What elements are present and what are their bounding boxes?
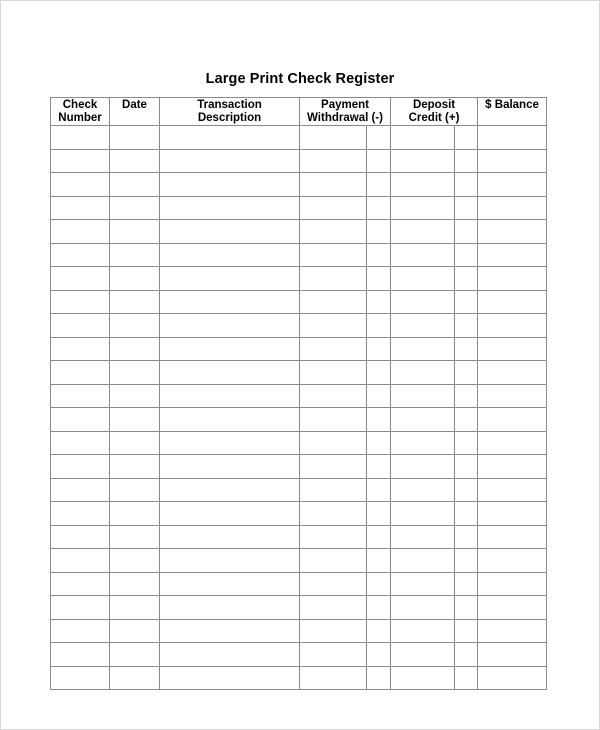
withdrawal-dollars-cell[interactable] bbox=[300, 314, 367, 338]
table-row bbox=[51, 643, 547, 667]
table-row bbox=[51, 196, 547, 220]
date-cell[interactable] bbox=[110, 149, 160, 173]
withdrawal-dollars-cell[interactable] bbox=[300, 478, 367, 502]
date-cell[interactable] bbox=[110, 525, 160, 549]
balance-cell[interactable] bbox=[478, 220, 547, 244]
date-cell[interactable] bbox=[110, 549, 160, 573]
description-cell[interactable] bbox=[160, 455, 300, 479]
check-number-cell[interactable] bbox=[51, 337, 110, 361]
date-cell[interactable] bbox=[110, 643, 160, 667]
check-number-cell[interactable] bbox=[51, 478, 110, 502]
table-row bbox=[51, 126, 547, 150]
date-cell[interactable] bbox=[110, 502, 160, 526]
withdrawal-dollars-cell[interactable] bbox=[300, 431, 367, 455]
description-cell[interactable] bbox=[160, 408, 300, 432]
deposit-dollars-cell[interactable] bbox=[391, 290, 455, 314]
deposit-cents-cell[interactable] bbox=[455, 126, 478, 150]
deposit-cents-cell[interactable] bbox=[455, 384, 478, 408]
description-cell[interactable] bbox=[160, 666, 300, 690]
deposit-cents-cell[interactable] bbox=[455, 619, 478, 643]
balance-cell[interactable] bbox=[478, 384, 547, 408]
description-cell[interactable] bbox=[160, 267, 300, 291]
withdrawal-cents-cell[interactable] bbox=[367, 126, 391, 150]
table-row bbox=[51, 384, 547, 408]
description-cell[interactable] bbox=[160, 643, 300, 667]
withdrawal-cents-cell[interactable] bbox=[367, 290, 391, 314]
description-cell[interactable] bbox=[160, 549, 300, 573]
deposit-cents-cell[interactable] bbox=[455, 290, 478, 314]
table-row bbox=[51, 361, 547, 385]
deposit-cents-cell[interactable] bbox=[455, 267, 478, 291]
withdrawal-dollars-cell[interactable] bbox=[300, 361, 367, 385]
check-number-cell[interactable] bbox=[51, 502, 110, 526]
withdrawal-cents-cell[interactable] bbox=[367, 643, 391, 667]
deposit-dollars-cell[interactable] bbox=[391, 478, 455, 502]
table-row bbox=[51, 337, 547, 361]
date-cell[interactable] bbox=[110, 572, 160, 596]
withdrawal-dollars-cell[interactable] bbox=[300, 196, 367, 220]
date-cell[interactable] bbox=[110, 337, 160, 361]
description-cell[interactable] bbox=[160, 220, 300, 244]
date-cell[interactable] bbox=[110, 478, 160, 502]
deposit-dollars-cell[interactable] bbox=[391, 173, 455, 197]
table-row bbox=[51, 455, 547, 479]
register-body bbox=[51, 126, 547, 690]
deposit-cents-cell[interactable] bbox=[455, 431, 478, 455]
balance-cell[interactable] bbox=[478, 337, 547, 361]
deposit-dollars-cell[interactable] bbox=[391, 408, 455, 432]
date-cell[interactable] bbox=[110, 431, 160, 455]
withdrawal-dollars-cell[interactable] bbox=[300, 173, 367, 197]
date-cell[interactable] bbox=[110, 314, 160, 338]
withdrawal-dollars-cell[interactable] bbox=[300, 502, 367, 526]
description-cell[interactable] bbox=[160, 196, 300, 220]
header-row bbox=[51, 98, 547, 126]
deposit-dollars-cell[interactable] bbox=[391, 549, 455, 573]
check-number-cell[interactable] bbox=[51, 619, 110, 643]
balance-cell[interactable] bbox=[478, 643, 547, 667]
balance-cell[interactable] bbox=[478, 619, 547, 643]
balance-cell[interactable] bbox=[478, 173, 547, 197]
date-cell[interactable] bbox=[110, 384, 160, 408]
deposit-cents-cell[interactable] bbox=[455, 149, 478, 173]
withdrawal-dollars-cell[interactable] bbox=[300, 243, 367, 267]
check-number-cell[interactable] bbox=[51, 384, 110, 408]
date-cell[interactable] bbox=[110, 666, 160, 690]
description-cell[interactable] bbox=[160, 361, 300, 385]
date-cell[interactable] bbox=[110, 361, 160, 385]
withdrawal-cents-cell[interactable] bbox=[367, 173, 391, 197]
description-cell[interactable] bbox=[160, 525, 300, 549]
check-number-cell[interactable] bbox=[51, 596, 110, 620]
date-cell[interactable] bbox=[110, 408, 160, 432]
balance-cell[interactable] bbox=[478, 290, 547, 314]
withdrawal-cents-cell[interactable] bbox=[367, 431, 391, 455]
description-cell[interactable] bbox=[160, 431, 300, 455]
deposit-cents-cell[interactable] bbox=[455, 408, 478, 432]
description-cell[interactable] bbox=[160, 478, 300, 502]
date-cell[interactable] bbox=[110, 220, 160, 244]
deposit-dollars-cell[interactable] bbox=[391, 455, 455, 479]
deposit-dollars-cell[interactable] bbox=[391, 220, 455, 244]
header-date: Date bbox=[110, 98, 160, 126]
date-cell[interactable] bbox=[110, 243, 160, 267]
withdrawal-cents-cell[interactable] bbox=[367, 384, 391, 408]
deposit-dollars-cell[interactable] bbox=[391, 337, 455, 361]
check-number-cell[interactable] bbox=[51, 220, 110, 244]
check-number-cell[interactable] bbox=[51, 666, 110, 690]
description-cell[interactable] bbox=[160, 337, 300, 361]
table-row bbox=[51, 666, 547, 690]
withdrawal-dollars-cell[interactable] bbox=[300, 619, 367, 643]
withdrawal-dollars-cell[interactable] bbox=[300, 455, 367, 479]
deposit-cents-cell[interactable] bbox=[455, 173, 478, 197]
deposit-cents-cell[interactable] bbox=[455, 243, 478, 267]
withdrawal-cents-cell[interactable] bbox=[367, 314, 391, 338]
table-row bbox=[51, 525, 547, 549]
description-cell[interactable] bbox=[160, 596, 300, 620]
deposit-dollars-cell[interactable] bbox=[391, 643, 455, 667]
header-balance: $ Balance bbox=[478, 98, 547, 126]
deposit-dollars-cell[interactable] bbox=[391, 384, 455, 408]
withdrawal-cents-cell[interactable] bbox=[367, 549, 391, 573]
check-number-cell[interactable] bbox=[51, 525, 110, 549]
description-cell[interactable] bbox=[160, 290, 300, 314]
check-number-cell[interactable] bbox=[51, 408, 110, 432]
balance-cell[interactable] bbox=[478, 455, 547, 479]
description-cell[interactable] bbox=[160, 314, 300, 338]
balance-cell[interactable] bbox=[478, 549, 547, 573]
description-cell[interactable] bbox=[160, 384, 300, 408]
deposit-dollars-cell[interactable] bbox=[391, 596, 455, 620]
deposit-cents-cell[interactable] bbox=[455, 220, 478, 244]
check-number-cell[interactable] bbox=[51, 243, 110, 267]
withdrawal-cents-cell[interactable] bbox=[367, 149, 391, 173]
date-cell[interactable] bbox=[110, 455, 160, 479]
withdrawal-cents-cell[interactable] bbox=[367, 596, 391, 620]
table-row bbox=[51, 478, 547, 502]
header-transaction-description: Transaction Description bbox=[160, 98, 300, 126]
balance-cell[interactable] bbox=[478, 243, 547, 267]
deposit-cents-cell[interactable] bbox=[455, 361, 478, 385]
description-cell[interactable] bbox=[160, 572, 300, 596]
check-register-table bbox=[50, 97, 547, 690]
table-row bbox=[51, 572, 547, 596]
description-cell[interactable] bbox=[160, 149, 300, 173]
withdrawal-cents-cell[interactable] bbox=[367, 267, 391, 291]
deposit-cents-cell[interactable] bbox=[455, 643, 478, 667]
deposit-cents-cell[interactable] bbox=[455, 666, 478, 690]
withdrawal-dollars-cell[interactable] bbox=[300, 408, 367, 432]
deposit-dollars-cell[interactable] bbox=[391, 361, 455, 385]
check-number-cell[interactable] bbox=[51, 455, 110, 479]
deposit-cents-cell[interactable] bbox=[455, 314, 478, 338]
balance-cell[interactable] bbox=[478, 478, 547, 502]
date-cell[interactable] bbox=[110, 619, 160, 643]
withdrawal-cents-cell[interactable] bbox=[367, 478, 391, 502]
withdrawal-cents-cell[interactable] bbox=[367, 455, 391, 479]
check-number-cell[interactable] bbox=[51, 549, 110, 573]
deposit-dollars-cell[interactable] bbox=[391, 243, 455, 267]
description-cell[interactable] bbox=[160, 502, 300, 526]
balance-cell[interactable] bbox=[478, 196, 547, 220]
check-number-cell[interactable] bbox=[51, 431, 110, 455]
header-check-number: Check Number bbox=[51, 98, 110, 126]
table-row bbox=[51, 596, 547, 620]
header-payment-withdrawal: Payment Withdrawal (-) bbox=[300, 98, 391, 126]
table-row bbox=[51, 290, 547, 314]
withdrawal-dollars-cell[interactable] bbox=[300, 126, 367, 150]
withdrawal-cents-cell[interactable] bbox=[367, 196, 391, 220]
withdrawal-dollars-cell[interactable] bbox=[300, 666, 367, 690]
date-cell[interactable] bbox=[110, 596, 160, 620]
withdrawal-dollars-cell[interactable] bbox=[300, 384, 367, 408]
header-deposit-credit: Deposit Credit (+) bbox=[391, 98, 478, 126]
check-number-cell[interactable] bbox=[51, 267, 110, 291]
date-cell[interactable] bbox=[110, 196, 160, 220]
withdrawal-dollars-cell[interactable] bbox=[300, 337, 367, 361]
table-row bbox=[51, 173, 547, 197]
balance-cell[interactable] bbox=[478, 596, 547, 620]
withdrawal-dollars-cell[interactable] bbox=[300, 149, 367, 173]
withdrawal-cents-cell[interactable] bbox=[367, 361, 391, 385]
table-row bbox=[51, 408, 547, 432]
check-number-cell[interactable] bbox=[51, 290, 110, 314]
table-row bbox=[51, 549, 547, 573]
check-number-cell[interactable] bbox=[51, 196, 110, 220]
balance-cell[interactable] bbox=[478, 408, 547, 432]
balance-cell[interactable] bbox=[478, 525, 547, 549]
deposit-dollars-cell[interactable] bbox=[391, 267, 455, 291]
table-row bbox=[51, 220, 547, 244]
deposit-cents-cell[interactable] bbox=[455, 478, 478, 502]
withdrawal-dollars-cell[interactable] bbox=[300, 525, 367, 549]
deposit-dollars-cell[interactable] bbox=[391, 525, 455, 549]
balance-cell[interactable] bbox=[478, 502, 547, 526]
deposit-cents-cell[interactable] bbox=[455, 596, 478, 620]
check-number-cell[interactable] bbox=[51, 126, 110, 150]
table-row bbox=[51, 243, 547, 267]
deposit-cents-cell[interactable] bbox=[455, 502, 478, 526]
table-row bbox=[51, 314, 547, 338]
table-row bbox=[51, 149, 547, 173]
table-row bbox=[51, 502, 547, 526]
withdrawal-dollars-cell[interactable] bbox=[300, 643, 367, 667]
withdrawal-cents-cell[interactable] bbox=[367, 619, 391, 643]
withdrawal-cents-cell[interactable] bbox=[367, 666, 391, 690]
balance-cell[interactable] bbox=[478, 431, 547, 455]
deposit-dollars-cell[interactable] bbox=[391, 619, 455, 643]
date-cell[interactable] bbox=[110, 173, 160, 197]
deposit-cents-cell[interactable] bbox=[455, 455, 478, 479]
date-cell[interactable] bbox=[110, 290, 160, 314]
check-number-cell[interactable] bbox=[51, 361, 110, 385]
withdrawal-cents-cell[interactable] bbox=[367, 220, 391, 244]
check-number-cell[interactable] bbox=[51, 314, 110, 338]
deposit-cents-cell[interactable] bbox=[455, 572, 478, 596]
withdrawal-dollars-cell[interactable] bbox=[300, 220, 367, 244]
withdrawal-dollars-cell[interactable] bbox=[300, 549, 367, 573]
deposit-dollars-cell[interactable] bbox=[391, 431, 455, 455]
withdrawal-dollars-cell[interactable] bbox=[300, 572, 367, 596]
date-cell[interactable] bbox=[110, 267, 160, 291]
document-title: Large Print Check Register bbox=[205, 71, 395, 87]
withdrawal-dollars-cell[interactable] bbox=[300, 267, 367, 291]
table-row bbox=[51, 431, 547, 455]
withdrawal-cents-cell[interactable] bbox=[367, 525, 391, 549]
deposit-cents-cell[interactable] bbox=[455, 549, 478, 573]
deposit-dollars-cell[interactable] bbox=[391, 196, 455, 220]
withdrawal-cents-cell[interactable] bbox=[367, 502, 391, 526]
description-cell[interactable] bbox=[160, 173, 300, 197]
check-number-cell[interactable] bbox=[51, 572, 110, 596]
description-cell[interactable] bbox=[160, 243, 300, 267]
balance-cell[interactable] bbox=[478, 361, 547, 385]
balance-cell[interactable] bbox=[478, 267, 547, 291]
deposit-cents-cell[interactable] bbox=[455, 196, 478, 220]
withdrawal-dollars-cell[interactable] bbox=[300, 596, 367, 620]
table-row bbox=[51, 267, 547, 291]
withdrawal-dollars-cell[interactable] bbox=[300, 290, 367, 314]
deposit-dollars-cell[interactable] bbox=[391, 314, 455, 338]
balance-cell[interactable] bbox=[478, 314, 547, 338]
check-number-cell[interactable] bbox=[51, 173, 110, 197]
balance-cell[interactable] bbox=[478, 666, 547, 690]
check-number-cell[interactable] bbox=[51, 643, 110, 667]
balance-cell[interactable] bbox=[478, 149, 547, 173]
withdrawal-cents-cell[interactable] bbox=[367, 408, 391, 432]
withdrawal-cents-cell[interactable] bbox=[367, 572, 391, 596]
deposit-cents-cell[interactable] bbox=[455, 525, 478, 549]
balance-cell[interactable] bbox=[478, 572, 547, 596]
table-row bbox=[51, 619, 547, 643]
deposit-dollars-cell[interactable] bbox=[391, 126, 455, 150]
description-cell[interactable] bbox=[160, 126, 300, 150]
balance-cell[interactable] bbox=[478, 126, 547, 150]
deposit-dollars-cell[interactable] bbox=[391, 502, 455, 526]
description-cell[interactable] bbox=[160, 619, 300, 643]
date-cell[interactable] bbox=[110, 126, 160, 150]
deposit-cents-cell[interactable] bbox=[455, 337, 478, 361]
deposit-dollars-cell[interactable] bbox=[391, 572, 455, 596]
withdrawal-cents-cell[interactable] bbox=[367, 337, 391, 361]
deposit-dollars-cell[interactable] bbox=[391, 149, 455, 173]
deposit-dollars-cell[interactable] bbox=[391, 666, 455, 690]
check-number-cell[interactable] bbox=[51, 149, 110, 173]
withdrawal-cents-cell[interactable] bbox=[367, 243, 391, 267]
